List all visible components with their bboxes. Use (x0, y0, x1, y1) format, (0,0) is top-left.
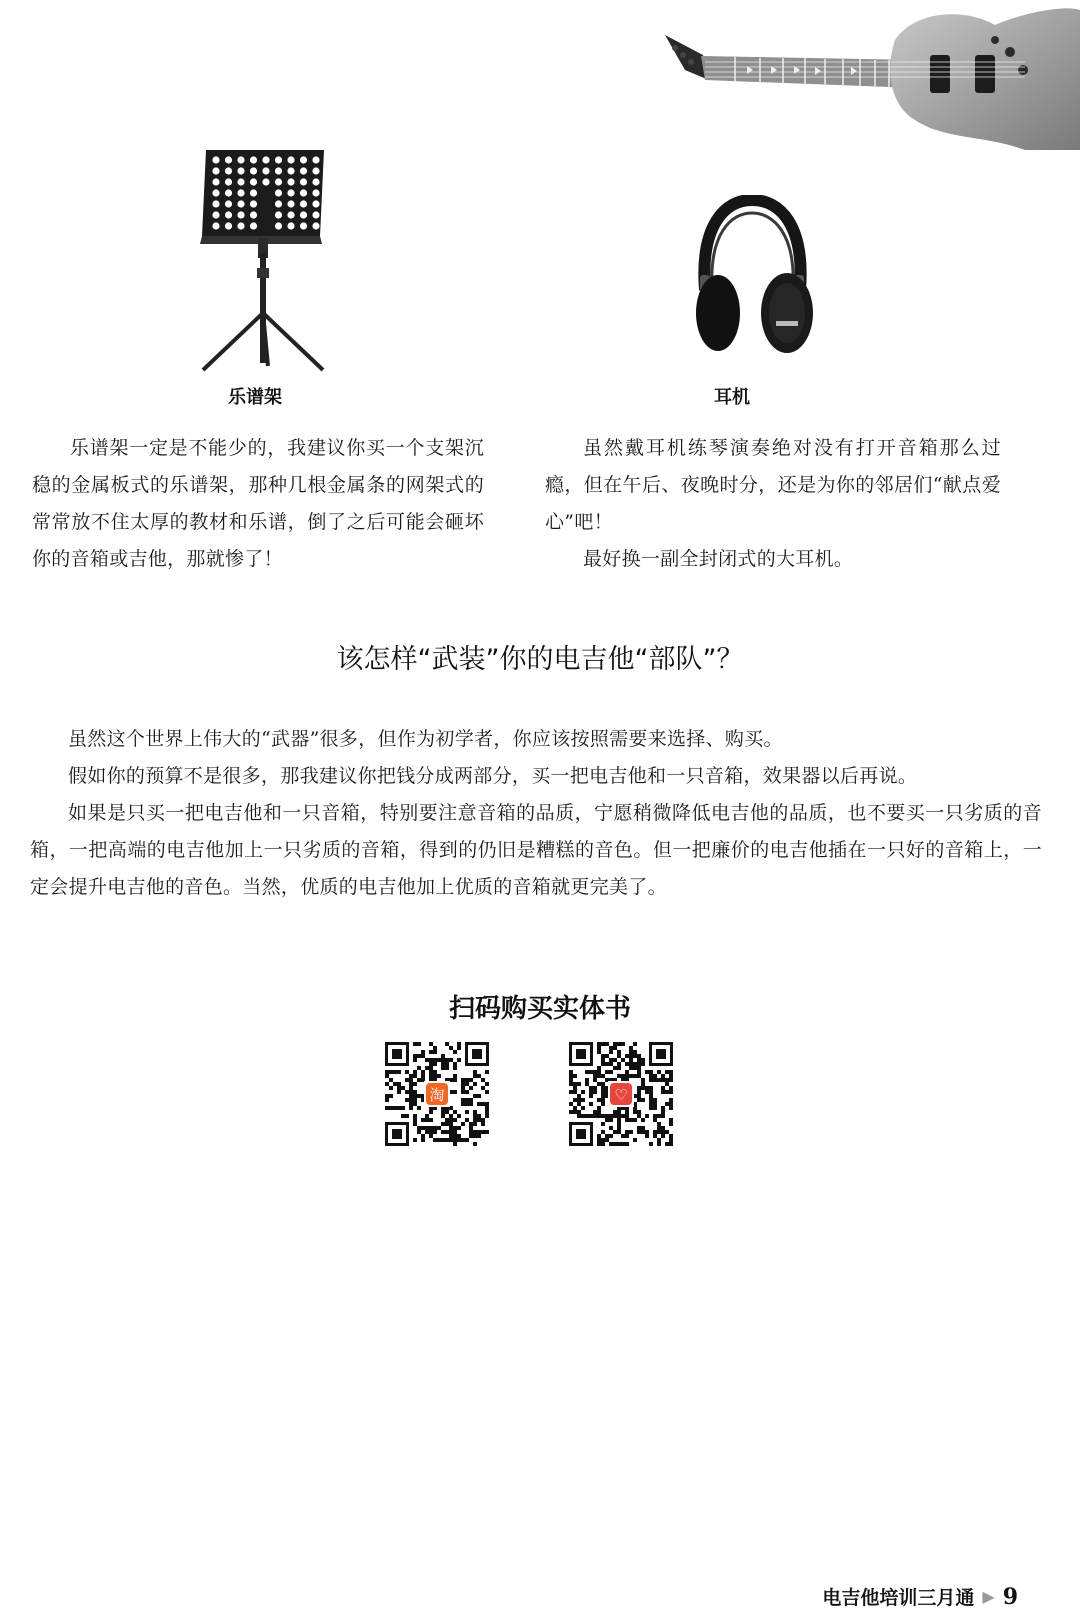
paragraph: 乐谱架一定是不能少的，我建议你买一个支架沉稳的金属板式的乐谱架，那种几根金属条的网架式的常常放不住太厚的教材和乐谱，倒了之后可能会砸坏你的音箱或吉他，那就惨了！ (32, 437, 484, 570)
book-title: 电吉他培训三月通 (822, 1587, 975, 1609)
page-footer (822, 1583, 1018, 1610)
shop-qr-code[interactable] (568, 1041, 674, 1147)
section-heading: 该怎样“武装”你的电吉他“部队”？ (336, 644, 744, 675)
paragraph: 虽然这个世界上伟大的“武器”很多，但作为初学者，你应该按照需要来选择、购买。 (68, 728, 783, 750)
music-stand-image (198, 148, 330, 373)
taobao-qr-code[interactable] (384, 1041, 490, 1147)
qr-section-title: 扫码购买实体书 (448, 994, 631, 1024)
music-stand-caption: 乐谱架 (228, 387, 282, 408)
paragraph: 如果是只买一把电吉他和一只音箱，特别要注意音箱的品质，宁愿稍微降低电吉他的品质，也不要买一只劣质的音箱，一把高端的电吉他加上一只劣质的音箱，得到的仍旧是糟糕的音色。但一把廉价的电吉他插在一只好的音箱上，一定会提升电吉他的音色。当然，优质的电吉他加上优质的音箱就更完美了。 (30, 802, 1042, 898)
headphones-description (545, 430, 1001, 578)
section-body (30, 721, 1042, 906)
paragraph: 最好换一副全封闭式的大耳机。 (583, 548, 854, 570)
page-number: 9 (1002, 1583, 1018, 1610)
electric-guitar-image (665, 0, 1080, 150)
qr-logo-text: ♡ (614, 1086, 628, 1104)
qr-logo-text: 淘 (429, 1086, 445, 1104)
play-arrow-icon: ▶ (982, 1587, 995, 1606)
paragraph: 虽然戴耳机练琴演奏绝对没有打开音箱那么过瘾，但在午后、夜晚时分，还是为你的邻居们“献点爱心”吧！ (545, 437, 1001, 533)
paragraph: 假如你的预算不是很多，那我建议你把钱分成两部分，买一把电吉他和一只音箱，效果器以后再说。 (68, 765, 918, 787)
headphones-caption: 耳机 (714, 387, 750, 408)
music-stand-description (32, 430, 484, 578)
headphones-image (690, 195, 815, 355)
